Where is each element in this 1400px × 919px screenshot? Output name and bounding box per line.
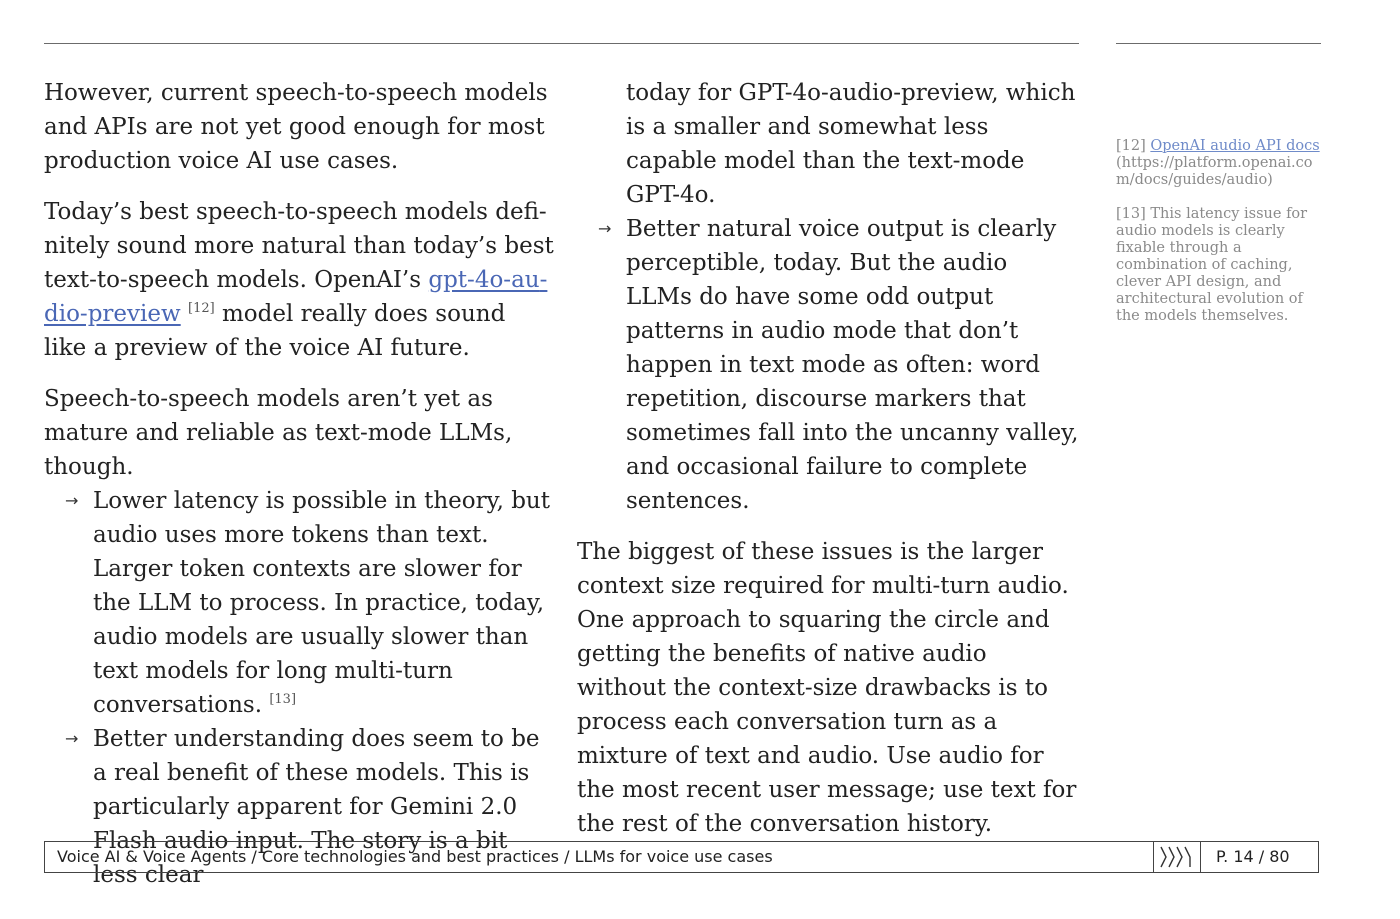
footer-bar bbox=[44, 841, 1319, 873]
list-item bbox=[44, 484, 554, 722]
chevron-slash-icon-graphic bbox=[1159, 846, 1195, 868]
gpt-4o-audio-preview-link[interactable]: gpt-4o-audio-preview bbox=[44, 267, 548, 327]
list-item-text: Better understanding does seem to be a real benefit of these models. This is particularly apparent for Gemini 2.0 Flash audio input. The story is a bit less clear bbox=[93, 726, 540, 888]
page-number: P. 14 / 80 bbox=[1216, 847, 1290, 866]
left-column bbox=[44, 76, 554, 892]
bullet-list bbox=[577, 212, 1079, 518]
breadcrumb[interactable]: Voice AI & Voice Agents / Core technologies and best practices / LLMs for voice use cases bbox=[57, 847, 773, 866]
list-item bbox=[577, 212, 1079, 518]
footnote-ref-13[interactable]: [13] bbox=[269, 692, 297, 707]
paragraph: However, current speech-to-speech models and APIs are not yet good enough for most production voice AI use cases. bbox=[44, 80, 548, 174]
footnote-13: [13] This latency issue for audio models is clearly fixable through a combination of caching, clever API design, and architectural evolution of the models themselves. bbox=[1116, 206, 1308, 324]
paragraph: The biggest of these issues is the larger context size required for multi-turn audio. One approach to squaring the circle and getting the benefits of native audio without the context-size drawbacks is to process each conversation turn as a mixture of text and audio. Use audio for the most recent user message; use text for the rest of the conversation history. bbox=[577, 539, 1077, 837]
chevron-slash-icon[interactable] bbox=[1153, 842, 1201, 872]
top-rule-sidenote bbox=[1116, 43, 1321, 44]
paragraph: Speech-to-speech models aren’t yet as mature and reliable as text-mode LLMs, though. bbox=[44, 386, 513, 480]
footnote-ref-12[interactable]: [12] bbox=[188, 301, 215, 316]
paragraph-text: model really does sound like a preview of the voice AI future. bbox=[44, 301, 506, 361]
list-item-text: Better natural voice output is clearly perceptible, today. But the audio LLMs do have some odd output patterns in audio mode that don’t happen in text mode as often: word repetition, discourse markers that sometimes fall into the uncanny valley, and occasional failure to complete sentences. bbox=[626, 216, 1079, 514]
footnote-url: (https://platform.openai.com/docs/guides/audio) bbox=[1116, 155, 1313, 188]
footnote-label: [12] bbox=[1116, 138, 1146, 154]
bullet-list bbox=[44, 484, 554, 892]
right-column bbox=[577, 76, 1079, 858]
paragraph-text: Today’s best speech-to-speech models definitely sound more natural than today’s best text-to-speech models. OpenAI’s bbox=[44, 199, 554, 293]
arrow-right-icon: → bbox=[65, 491, 79, 510]
top-rule-main bbox=[44, 43, 1079, 44]
arrow-right-icon: → bbox=[598, 219, 612, 238]
arrow-right-icon: → bbox=[65, 729, 79, 748]
paragraph bbox=[44, 195, 554, 365]
footnote-12 bbox=[1116, 138, 1321, 189]
list-item-text: Lower latency is possible in theory, but audio uses more tokens than text. Larger token contexts are slower for the LLM to process. In practice, today, audio models are usually slower than text models for long multi-turn conversations. bbox=[93, 488, 550, 718]
openai-audio-api-docs-link[interactable]: OpenAI audio API docs bbox=[1150, 138, 1320, 154]
list-item-continuation: today for GPT-4o-audio-preview, which is a smaller and somewhat less capable model than the text-mode GPT-4o. bbox=[626, 80, 1076, 208]
sidenotes bbox=[1116, 138, 1321, 342]
